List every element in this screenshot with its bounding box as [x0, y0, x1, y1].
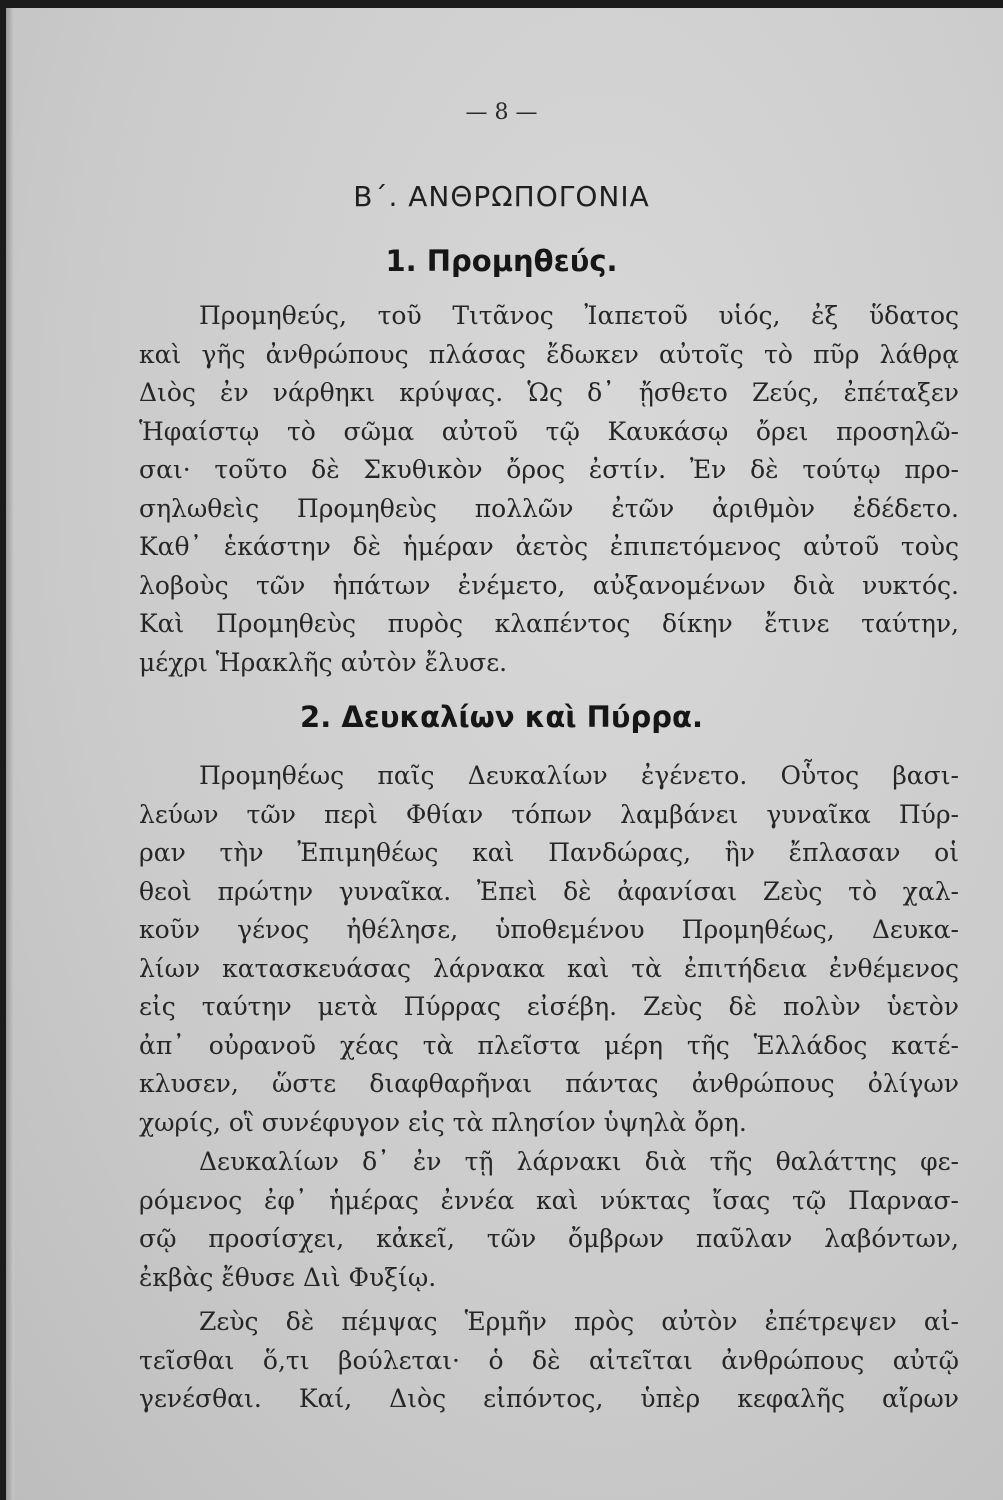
page-number: — 8 — [465, 100, 538, 125]
text-line: ραν τὴν Ἐπιμηθέως καὶ Πανδώρας, ἣν ἔπλασαν οἱ [139, 838, 959, 867]
chapter-title: Β΄. ΑΝΘΡΩΠΟΓΟΝΙΑ [353, 180, 650, 213]
text-line: τεῖσθαι ὅ,τι βούλεται· ὁ δὲ αἰτεῖται ἀνθρώπους αὐτῷ [139, 1345, 959, 1375]
text-line: ἀπ᾽ οὐρανοῦ χέας τὰ πλεῖστα μέρη τῆς Ἑλλάδος κατέ- [139, 1030, 959, 1060]
paragraph-deucalion-1 [139, 757, 959, 1142]
text-line: Προμηθέως παῖς Δευκαλίων ἐγένετο. Οὗτος βασι- [199, 761, 959, 790]
text-line: Δευκαλίων δ᾽ ἐν τῇ λάρνακι διὰ τῆς θαλάττης φε- [199, 1147, 959, 1176]
section-heading-deucalion: 2. Δευκαλίων καὶ Πύρρα. [300, 700, 703, 734]
text-line: Ζεὺς δὲ πέμψας Ἑρμῆν πρὸς αὐτὸν ἐπέτρεψεν αἰ- [199, 1307, 959, 1336]
paragraph-prometheus [139, 297, 959, 682]
text-line: λίων κατασκευάσας λάρνακα καὶ τὰ ἐπιτήδεια ἐνθέμενος [139, 953, 959, 983]
text-line: καὶ γῆς ἀνθρώπους πλάσας ἔδωκεν αὐτοῖς τὸ πῦρ λάθρᾳ [139, 339, 959, 369]
text-line: μέχρι Ἡρακλῆς αὐτὸν ἔλυσε. [139, 647, 508, 677]
text-line: λεύων τῶν περὶ Φθίαν τόπων λαμβάνει γυναῖκα Πύρ- [139, 799, 959, 829]
paragraph-deucalion-2 [139, 1143, 959, 1297]
text-line: Καθ᾽ ἑκάστην δὲ ἡμέραν ἀετὸς ἐπιπετόμενος αὐτοῦ τοὺς [139, 532, 959, 561]
text-line: χωρίς, οἳ συνέφυγον εἰς τὰ πλησίον ὑψηλὰ ὄρη. [139, 1107, 747, 1137]
text-line: κοῦν γένος ἠθέλησε, ὑποθεμένου Προμηθέως, Δευκα- [139, 915, 959, 944]
text-line: γενέσθαι. Καί, Διὸς εἰπόντος, ὑπὲρ κεφαλῆς αἴρων [139, 1384, 959, 1413]
text-line: κλυσεν, ὥστε διαφθαρῆναι πάντας ἀνθρώπους ὀλίγων [139, 1069, 959, 1098]
text-line: λοβοὺς τῶν ἡπάτων ἐνέμετο, αὐξανομένων διὰ νυκτός. [139, 570, 959, 600]
text-line: θεοὶ πρώτην γυναῖκα. Ἐπεὶ δὲ ἀφανίσαι Ζεὺς τὸ χαλ- [139, 876, 959, 906]
text-line: σηλωθεὶς Προμηθεὺς πολλῶν ἐτῶν ἀριθμὸν ἐδέδετο. [139, 493, 959, 523]
text-line: Καὶ Προμηθεὺς πυρὸς κλαπέντος δίκην ἔτινε ταύτην, [139, 609, 959, 638]
page-edge [6, 8, 14, 1500]
paragraph-deucalion-3 [139, 1303, 959, 1419]
text-line: σαι· τοῦτο δὲ Σκυθικὸν ὄρος ἐστίν. Ἐν δὲ τούτῳ προ- [139, 455, 959, 484]
text-line: Διὸς ἐν νάρθηκι κρύψας. Ὡς δ᾽ ᾔσθετο Ζεύς, ἐπέταξεν [139, 378, 959, 407]
text-line: ρόμενος ἐφ᾽ ἡμέρας ἐννέα καὶ νύκτας ἴσας τῷ Παρνασ- [139, 1185, 959, 1215]
text-line: Προμηθεύς, τοῦ Τιτᾶνος Ἰαπετοῦ υἱός, ἐξ ὕδατος [199, 301, 959, 330]
text-line: Ἡφαίστῳ τὸ σῶμα αὐτοῦ τῷ Καυκάσῳ ὄρει προσηλῶ- [139, 416, 959, 446]
text-line: ἐκβὰς ἔθυσε Διὶ Φυξίῳ. [139, 1262, 437, 1292]
text-line: εἰς ταύτην μετὰ Πύρρας εἰσέβη. Ζεὺς δὲ πολὺν ὑετὸν [139, 992, 959, 1021]
section-heading-prometheus: 1. Προμηθεύς. [385, 244, 618, 278]
text-line: σῷ προσίσχει, κἀκεῖ, τῶν ὄμβρων παῦλαν λαβόντων, [139, 1224, 959, 1253]
